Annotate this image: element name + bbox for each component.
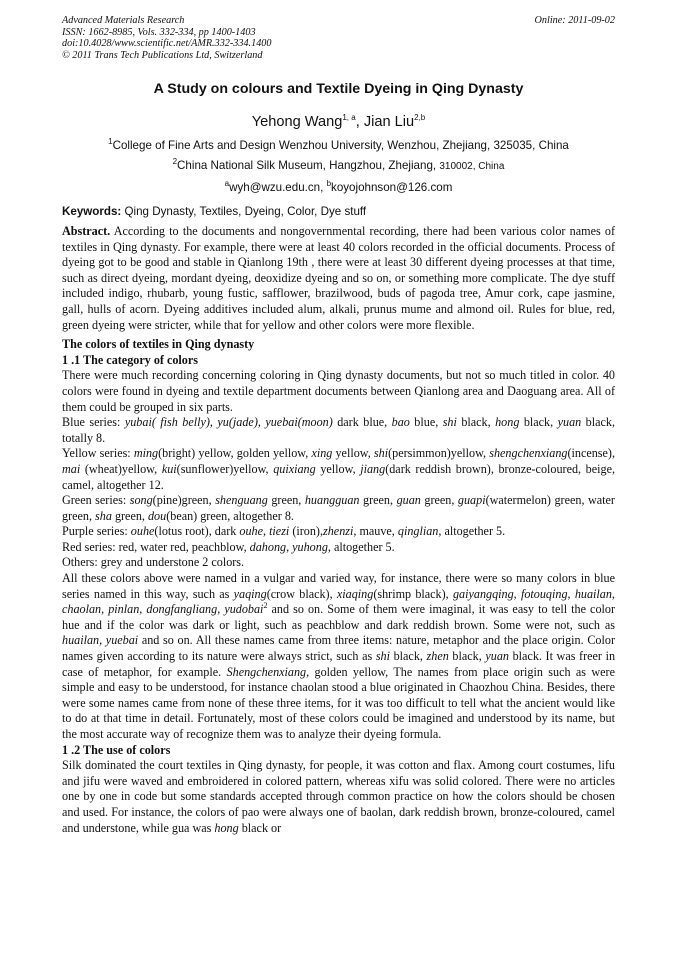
color-term: zhen [426, 649, 449, 664]
color-term: chaolan [62, 602, 102, 617]
abstract-label: Abstract. [62, 224, 111, 238]
email-address: wyh@wzu.edu.cn, [229, 181, 327, 194]
text-run: black. It was freer in case of metaphor, for example. [62, 649, 616, 679]
text-run: Silk dominated the court textiles in Qing dynasty, for people, it was cotton and flax. Among court costumes, lifu and jifu were waved and embroidered in colored pattern, whereas xifu was solid colored. There were no articles one by one in code but some standards accepted through common practice on how the colors should be chosen and used. For instance, the colors of pao were always one of baolan, dark reddish brown, bronze-coloured, camel and understone, while gua was [62, 758, 615, 835]
text-run: (dark reddish brown), bronze-coloured, beige, camel, altogether 12. [62, 461, 615, 492]
color-term: mai [62, 461, 81, 476]
affiliation-2 [62, 159, 615, 172]
email-address: koyojohnson@126.com [331, 181, 453, 194]
text-run: , [101, 602, 109, 617]
color-term: zhenzi [323, 524, 354, 539]
color-term: huailan, yuebai [62, 633, 139, 648]
author-name: Jian Liu [363, 114, 415, 130]
text-run: green, [359, 493, 397, 508]
color-term: xiaqing [336, 586, 374, 601]
online-date: Online: 2011-09-02 [534, 15, 615, 26]
text-run: green, [267, 493, 305, 508]
affiliation-sup: 1 [108, 137, 113, 147]
color-term: song [129, 493, 153, 508]
author-name: Yehong Wang [251, 114, 343, 130]
series-label: Yellow series: [62, 446, 134, 461]
keywords-text: Qing Dynasty, Textiles, Dyeing, Color, Dye stuff [121, 205, 367, 218]
color-term: guapi [457, 493, 486, 508]
text-run: and so on. All these names came from three items: nature, metaphor and the place origin. Color names given according to its nature were always strict, such as [62, 633, 615, 664]
text-run: yellow, [315, 461, 361, 476]
author-separator: , [355, 114, 364, 130]
affiliation-sup: 2 [172, 157, 178, 167]
color-term: yubai( fish belly), yu(jade), yuebai(moon) [124, 415, 333, 430]
text-run: and so on. Some of them were imaginal, it was easy to tell the color hue and if the color was dark or light, such as peachblow and dark reddish brown. Some were not, such as [62, 602, 615, 632]
color-term: shi [373, 446, 389, 461]
color-term: yudobai [224, 602, 264, 617]
yellow-series [62, 446, 615, 493]
text-run: All these colors above were named in a vulgar and varied way, for instance, there were so many colors in blue series named in this way, such as [62, 571, 615, 601]
color-term: kui [161, 461, 177, 476]
color-term: jiang [360, 461, 386, 476]
text-run: black or [238, 820, 282, 835]
color-term: Shengchenxiang, [226, 664, 310, 679]
color-term: guan [396, 493, 421, 508]
text-run: green, [111, 508, 148, 523]
text-run: (wheat)yellow, [80, 461, 162, 476]
paper-title: A Study on colours and Textile Dyeing in Qing Dynasty [153, 81, 524, 97]
color-term: bao [391, 415, 410, 430]
color-term: quixiang [273, 461, 316, 476]
issn-line: ISSN: 1662-8985, Vols. 332-334, pp 1400-1403 [62, 26, 256, 38]
affiliation-postcode: 310002, China [439, 161, 505, 172]
subsection-heading: 1 .2 The use of colors [62, 742, 171, 757]
subsection-heading: 1 .1 The category of colors [62, 352, 198, 367]
color-term: yaqing [233, 586, 267, 601]
color-term: gaiyangqing [452, 586, 514, 601]
author-line [62, 114, 615, 130]
color-term: shengchenxiang [489, 446, 568, 461]
abstract-text: According to the documents and nongovernmental recording, there had been various color names of textiles in Qing dynasty. For example, there were at least 40 colors recorded in the official documents. Process of dyeing got to be good and stable in Qianlong 19th , there were at least 30 different dyeing processes at that time, such as direct dyeing, mordant dyeing, deoxidize dyeing and so on, or something more complicate. The dye stuff included indigo, rhubarb, young fustic, safflower, brazilwood, buds of pagoda tree, Amur cork, cape jasmine, gall, hulls of acorn. Dyeing additives included alum, alkali, prunus mume and almond oil. Rules for blue, red, green dyeing were stricter, while that for yellow and other colors were more flexible. [62, 224, 615, 332]
color-term: shenguang [215, 493, 268, 508]
text-run: , [139, 602, 147, 617]
text-run: black, [389, 649, 427, 664]
blue-series [62, 415, 615, 446]
abstract [62, 224, 615, 333]
others-series: Others: grey and understone 2 colors. [62, 555, 245, 570]
color-term: yuan [485, 649, 509, 664]
series-label: Blue series: [62, 415, 125, 430]
journal-header [62, 15, 615, 61]
color-term: ouhe [130, 524, 155, 539]
color-term: tiezi [269, 524, 290, 539]
journal-name: Advanced Materials Research [62, 15, 185, 26]
affiliation-text: College of Fine Arts and Design Wenzhou University, Wenzhou, Zhejiang, 325035, China [112, 139, 569, 152]
text-run: , [513, 586, 521, 601]
text-run: (persimmon)yellow, [388, 446, 490, 461]
color-term: shi [375, 649, 390, 664]
color-term: shi [442, 415, 457, 430]
color-term: dongfangliang [146, 602, 218, 617]
text-run: , [567, 586, 575, 601]
keywords-label: Keywords: [62, 205, 122, 218]
text-run: , [286, 539, 293, 554]
section-heading: The colors of textiles in Qing dynasty [62, 337, 255, 352]
color-term: yuan [557, 415, 582, 430]
text-run: golden yellow, The names from place origin such as were simple and easy to be understood, for instance chaolan stood a blue originated in Chaozhou China. Besides, there were some names came from none of these three items, for it was too difficult to tell what the ancient would like to do at that time in detail. Fortunately, most of these colors could be imagined and understood by its name, but the most accurate way of recognize them was to analyze their dyeing formula. [62, 664, 615, 741]
text-run: black, totally 8. [62, 415, 616, 445]
paragraph [62, 571, 615, 743]
color-term: huangguan [304, 493, 360, 508]
email-sup: a [224, 179, 230, 189]
text-run: (lotus root), dark [154, 524, 240, 539]
color-term: ming [133, 446, 159, 461]
text-run: , [611, 586, 615, 601]
email-sup: b [326, 179, 332, 189]
color-term: hong [214, 820, 239, 835]
color-term: ouhe [239, 524, 263, 539]
text-run: black, [448, 649, 486, 664]
series-label: Green series: [62, 493, 130, 508]
text-run: (sunflower)yellow, [176, 461, 274, 476]
text-run: , [217, 602, 225, 617]
text-run: (bean) green, altogether 8. [166, 508, 294, 523]
text-run: (watermelon) green, water green, [62, 493, 615, 523]
text-run: (bright) yellow, golden yellow, [158, 446, 312, 461]
text-run: (crow black), [266, 586, 337, 601]
text-run: , mauve, [353, 524, 398, 539]
series-label: Red series: red, water red, peachblow, [62, 539, 250, 554]
color-term: xing [311, 446, 333, 461]
text-run: , altogether 5. [438, 524, 506, 539]
keywords [62, 205, 615, 218]
text-run: black, [519, 415, 558, 430]
text-run: , altogether 5. [327, 539, 395, 554]
paper-body [62, 224, 615, 836]
text-run: (shrimp black), [373, 586, 453, 601]
color-term: huailan [574, 586, 612, 601]
color-term: yuhong [292, 539, 328, 554]
paragraph: There were much recording concerning coloring in Qing dynasty documents, but not so much titled in color. 40 colors were found in dyeing and textile department documents between Qianlong area and Daoguang area. All of them could be grouped in six parts. [62, 368, 615, 414]
text-run: (incense), [567, 446, 615, 461]
color-term: dahong [249, 539, 287, 554]
text-run: dark blue, [332, 415, 392, 430]
color-term: fotouqing [520, 586, 568, 601]
color-term: pinlan [108, 602, 140, 617]
text-run: (pine)green, [152, 493, 216, 508]
doi-line: doi:10.4028/www.scientific.net/AMR.332-334.1400 [62, 38, 272, 50]
text-run: black, [456, 415, 496, 430]
green-series [62, 493, 615, 524]
red-series [62, 540, 615, 556]
footnote-ref: 2 [263, 601, 268, 611]
affiliation-1 [62, 139, 615, 152]
text-run: blue, [409, 415, 443, 430]
text-run: (iron), [289, 524, 324, 539]
author-sup: 2,b [414, 113, 426, 123]
text-run: yellow, [332, 446, 374, 461]
color-term: qinglian [397, 524, 439, 539]
color-term: sha [95, 508, 112, 523]
color-term: hong [495, 415, 520, 430]
paragraph [62, 758, 615, 836]
text-run: green, [420, 493, 458, 508]
color-term: dou [147, 508, 167, 523]
affiliation-text: China National Silk Museum, Hangzhou, Zhejiang, [177, 159, 440, 172]
author-sup: 1, a [342, 113, 356, 123]
text-run: , [262, 524, 270, 539]
purple-series [62, 524, 615, 540]
series-label: Purple series: [62, 524, 131, 539]
email-line [62, 181, 615, 194]
copyright-line: © 2011 Trans Tech Publications Ltd, Switzerland [62, 49, 263, 61]
